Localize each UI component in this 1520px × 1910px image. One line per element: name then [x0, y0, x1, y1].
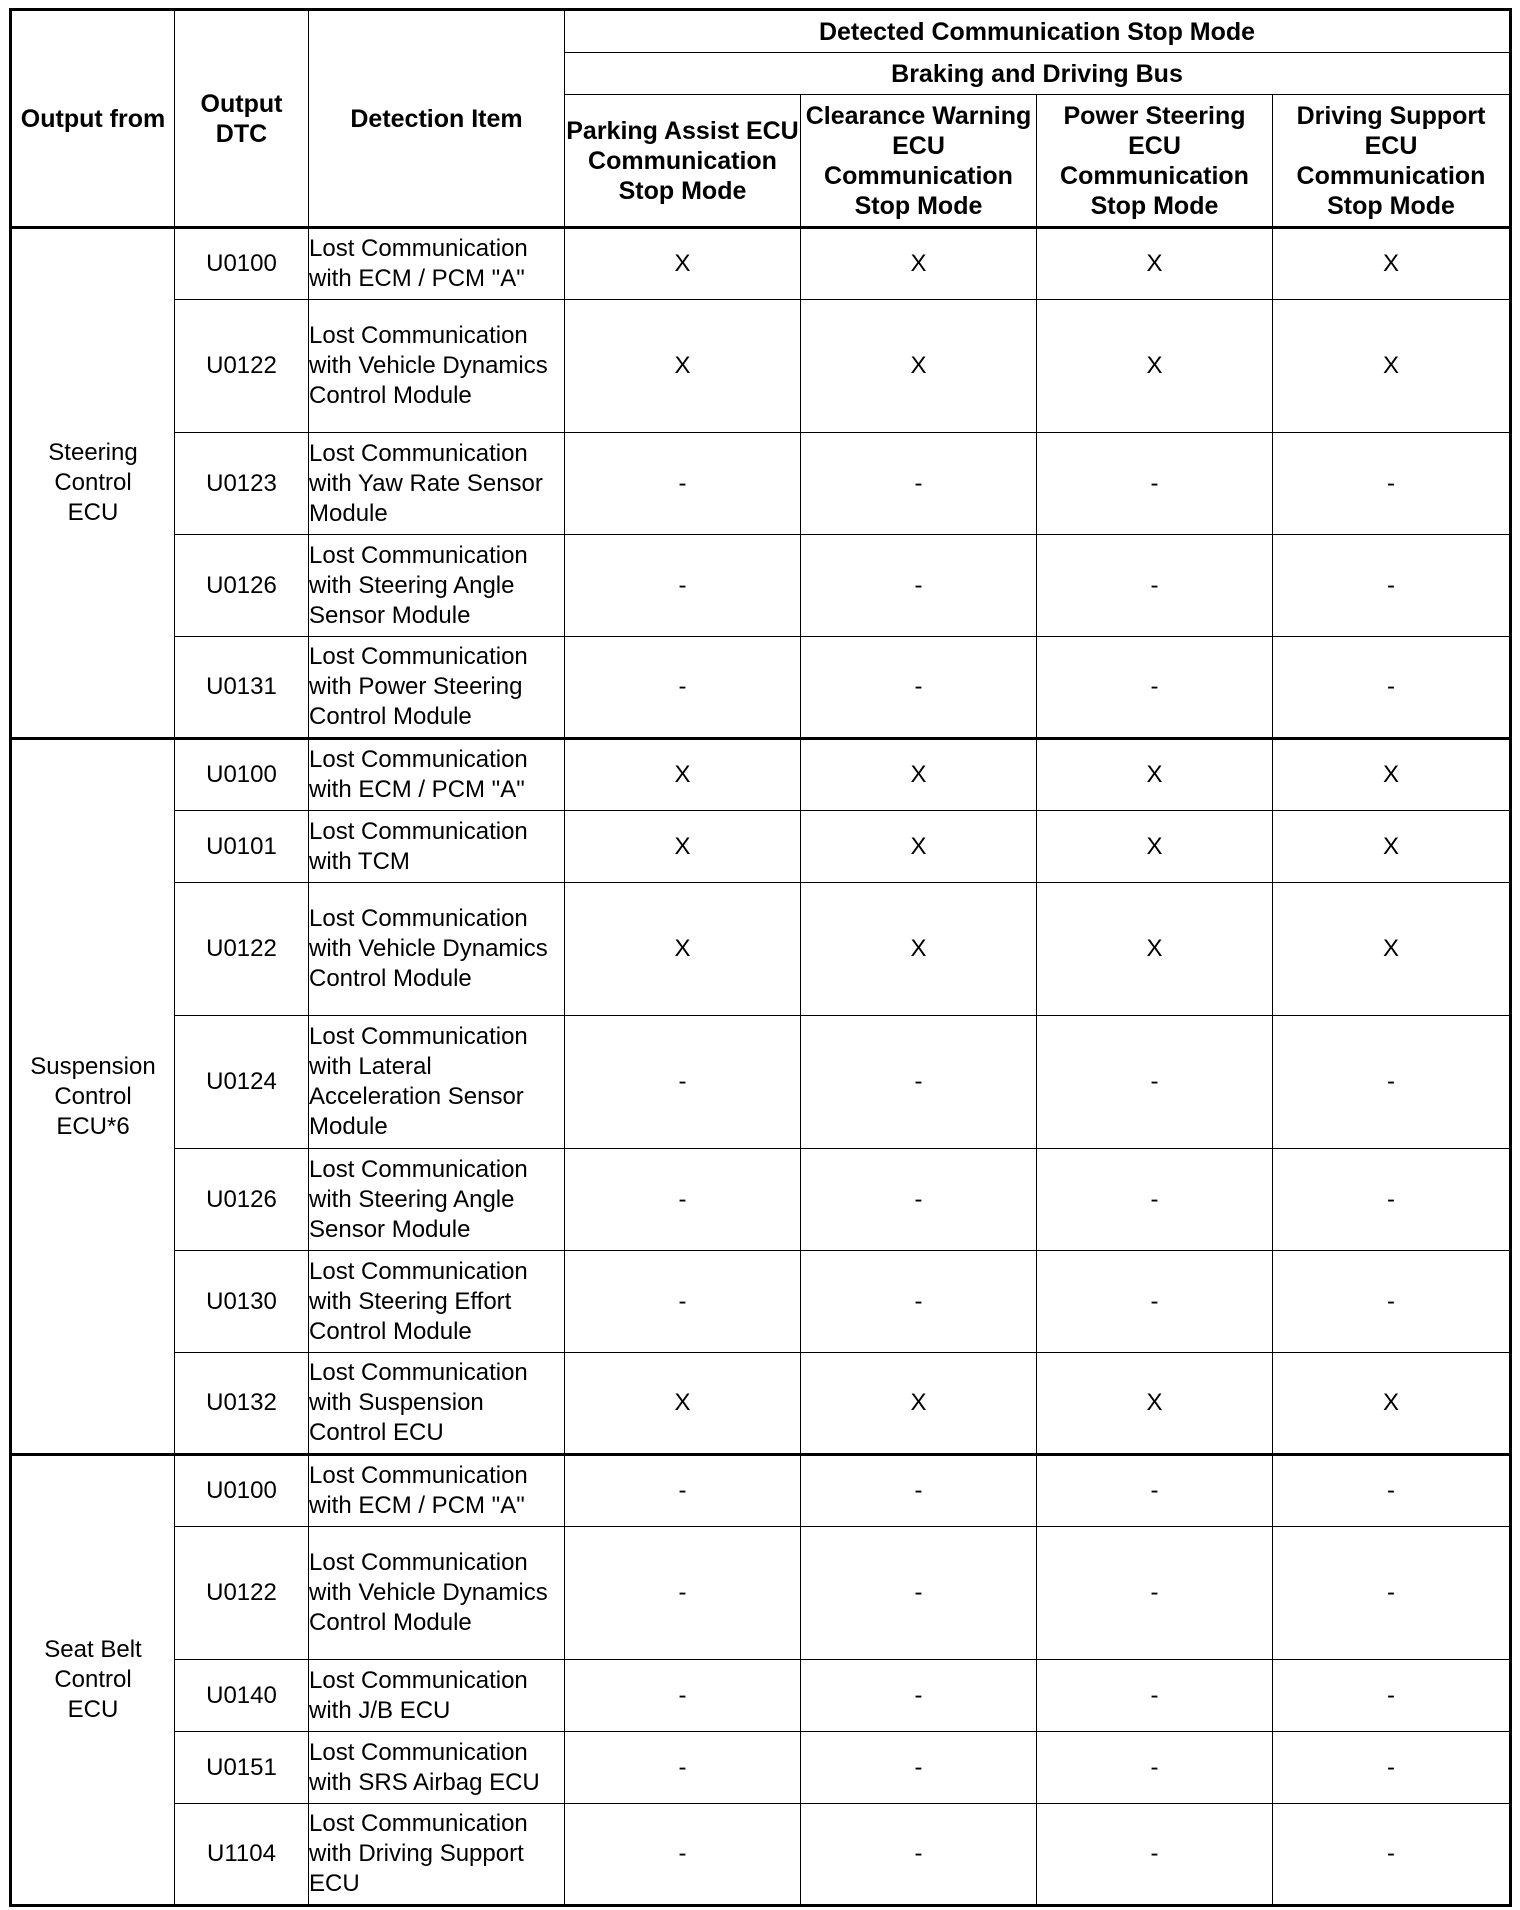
mark-parking-assist: X — [565, 228, 801, 300]
header-mode-parking-assist: Parking Assist ECU Communication Stop Mode — [565, 95, 801, 228]
header-detection-item: Detection Item — [309, 10, 565, 228]
mark-driving-support: - — [1273, 1660, 1511, 1732]
mark-clearance-warning: X — [801, 739, 1037, 811]
table-row — [11, 1527, 1511, 1660]
mark-power-steering: - — [1037, 535, 1273, 637]
mark-clearance-warning: X — [801, 228, 1037, 300]
detection-item-cell: Lost Communication with Vehicle Dynamics Control Module — [309, 1527, 565, 1660]
table-row — [11, 535, 1511, 637]
dtc-code-cell: U0140 — [175, 1660, 309, 1732]
mark-parking-assist: X — [565, 1353, 801, 1455]
table-row — [11, 228, 1511, 300]
table-row — [11, 300, 1511, 433]
dtc-code-cell: U0100 — [175, 1455, 309, 1527]
mark-power-steering: X — [1037, 1353, 1273, 1455]
table-row — [11, 637, 1511, 739]
detection-item-cell: Lost Communication with TCM — [309, 811, 565, 883]
header-mode-power-steering: Power Steering ECU Communication Stop Mode — [1037, 95, 1273, 228]
mark-driving-support: X — [1273, 811, 1511, 883]
mark-parking-assist: - — [565, 535, 801, 637]
detection-item-cell: Lost Communication with Lateral Acceleration Sensor Module — [309, 1016, 565, 1149]
detection-item-cell: Lost Communication with Steering Angle Sensor Module — [309, 535, 565, 637]
mark-power-steering: X — [1037, 300, 1273, 433]
mark-driving-support: - — [1273, 1149, 1511, 1251]
mark-clearance-warning: X — [801, 811, 1037, 883]
dtc-code-cell: U1104 — [175, 1804, 309, 1906]
mark-driving-support: - — [1273, 637, 1511, 739]
dtc-code-cell: U0151 — [175, 1732, 309, 1804]
dtc-code-cell: U0122 — [175, 300, 309, 433]
mark-clearance-warning: - — [801, 535, 1037, 637]
mark-clearance-warning: - — [801, 1660, 1037, 1732]
mark-power-steering: - — [1037, 1251, 1273, 1353]
mark-clearance-warning: - — [801, 1732, 1037, 1804]
mark-parking-assist: - — [565, 1149, 801, 1251]
header-bus: Braking and Driving Bus — [565, 53, 1511, 95]
mark-power-steering: X — [1037, 811, 1273, 883]
detection-item-cell: Lost Communication with Suspension Control ECU — [309, 1353, 565, 1455]
dtc-code-cell: U0132 — [175, 1353, 309, 1455]
header-mode-driving-support: Driving Support ECU Communication Stop Mode — [1273, 95, 1511, 228]
dtc-code-cell: U0126 — [175, 1149, 309, 1251]
mark-parking-assist: - — [565, 1251, 801, 1353]
mark-driving-support: X — [1273, 1353, 1511, 1455]
mark-power-steering: - — [1037, 637, 1273, 739]
table-row — [11, 811, 1511, 883]
output-from-label: Seat Belt Control ECU — [44, 1636, 142, 1723]
dtc-code-cell: U0131 — [175, 637, 309, 739]
table-row — [11, 1660, 1511, 1732]
table-row — [11, 739, 1511, 811]
dtc-table-container — [9, 8, 1509, 1907]
dtc-code-cell: U0126 — [175, 535, 309, 637]
mark-parking-assist: - — [565, 1804, 801, 1906]
mark-parking-assist: - — [565, 637, 801, 739]
mark-power-steering: X — [1037, 883, 1273, 1016]
detection-item-cell: Lost Communication with Yaw Rate Sensor Module — [309, 433, 565, 535]
output-from-cell — [11, 739, 175, 1455]
mark-driving-support: - — [1273, 1455, 1511, 1527]
mark-power-steering: - — [1037, 1455, 1273, 1527]
table-row — [11, 1455, 1511, 1527]
dtc-code-cell: U0124 — [175, 1016, 309, 1149]
mark-clearance-warning: - — [801, 1016, 1037, 1149]
mark-driving-support: - — [1273, 535, 1511, 637]
mark-clearance-warning: - — [801, 637, 1037, 739]
dtc-code-cell: U0123 — [175, 433, 309, 535]
header-output-from: Output from — [11, 10, 175, 228]
table-row — [11, 1251, 1511, 1353]
mark-clearance-warning: X — [801, 883, 1037, 1016]
mark-parking-assist: - — [565, 433, 801, 535]
mark-driving-support: - — [1273, 1804, 1511, 1906]
mark-power-steering: - — [1037, 1732, 1273, 1804]
mark-power-steering: - — [1037, 1149, 1273, 1251]
detection-item-cell: Lost Communication with Vehicle Dynamics Control Module — [309, 883, 565, 1016]
mark-power-steering: - — [1037, 1660, 1273, 1732]
mark-clearance-warning: - — [801, 1251, 1037, 1353]
dtc-code-cell: U0100 — [175, 228, 309, 300]
output-from-label: Steering Control ECU — [48, 439, 138, 526]
mark-parking-assist: - — [565, 1455, 801, 1527]
detection-item-cell: Lost Communication with ECM / PCM "A" — [309, 228, 565, 300]
mark-clearance-warning: - — [801, 1527, 1037, 1660]
output-from-cell — [11, 228, 175, 739]
mark-driving-support: X — [1273, 739, 1511, 811]
header-mode-group: Detected Communication Stop Mode — [565, 10, 1511, 53]
dtc-code-cell: U0122 — [175, 883, 309, 1016]
table-row — [11, 433, 1511, 535]
detection-item-cell: Lost Communication with Power Steering Control Module — [309, 637, 565, 739]
mark-parking-assist: - — [565, 1527, 801, 1660]
detection-item-cell: Lost Communication with Steering Effort Control Module — [309, 1251, 565, 1353]
communication-stop-mode-table — [9, 8, 1512, 1907]
dtc-code-cell: U0101 — [175, 811, 309, 883]
mark-driving-support: - — [1273, 1251, 1511, 1353]
mark-clearance-warning: - — [801, 1149, 1037, 1251]
detection-item-cell: Lost Communication with ECM / PCM "A" — [309, 1455, 565, 1527]
mark-driving-support: X — [1273, 300, 1511, 433]
mark-driving-support: X — [1273, 228, 1511, 300]
header-mode-clearance-warning: Clearance Warning ECU Communication Stop Mode — [801, 95, 1037, 228]
table-row — [11, 1732, 1511, 1804]
mark-clearance-warning: - — [801, 433, 1037, 535]
table-header — [11, 10, 1511, 228]
table-row — [11, 1016, 1511, 1149]
table-row — [11, 1149, 1511, 1251]
dtc-code-cell: U0130 — [175, 1251, 309, 1353]
header-output-dtc-label: Output DTC — [200, 89, 283, 148]
mark-parking-assist: - — [565, 1660, 801, 1732]
detection-item-cell: Lost Communication with SRS Airbag ECU — [309, 1732, 565, 1804]
mark-parking-assist: X — [565, 739, 801, 811]
dtc-code-cell: U0100 — [175, 739, 309, 811]
header-output-dtc — [175, 10, 309, 228]
detection-item-cell: Lost Communication with Steering Angle Sensor Module — [309, 1149, 565, 1251]
dtc-code-cell: U0122 — [175, 1527, 309, 1660]
mark-power-steering: - — [1037, 433, 1273, 535]
detection-item-cell: Lost Communication with Driving Support ECU — [309, 1804, 565, 1906]
mark-parking-assist: X — [565, 883, 801, 1016]
mark-driving-support: X — [1273, 883, 1511, 1016]
mark-driving-support: - — [1273, 1732, 1511, 1804]
mark-power-steering: - — [1037, 1016, 1273, 1149]
detection-item-cell: Lost Communication with Vehicle Dynamics Control Module — [309, 300, 565, 433]
mark-driving-support: - — [1273, 1527, 1511, 1660]
table-body — [11, 228, 1511, 1906]
mark-clearance-warning: X — [801, 300, 1037, 433]
table-row — [11, 1353, 1511, 1455]
mark-clearance-warning: X — [801, 1353, 1037, 1455]
detection-item-cell: Lost Communication with ECM / PCM "A" — [309, 739, 565, 811]
mark-power-steering: - — [1037, 1804, 1273, 1906]
mark-clearance-warning: - — [801, 1804, 1037, 1906]
mark-power-steering: - — [1037, 1527, 1273, 1660]
table-row — [11, 1804, 1511, 1906]
output-from-label: Suspension Control ECU*6 — [30, 1052, 156, 1140]
mark-driving-support: - — [1273, 433, 1511, 535]
output-from-cell — [11, 1455, 175, 1906]
detection-item-cell: Lost Communication with J/B ECU — [309, 1660, 565, 1732]
mark-parking-assist: - — [565, 1016, 801, 1149]
mark-power-steering: X — [1037, 228, 1273, 300]
mark-parking-assist: X — [565, 300, 801, 433]
mark-parking-assist: - — [565, 1732, 801, 1804]
mark-parking-assist: X — [565, 811, 801, 883]
mark-clearance-warning: - — [801, 1455, 1037, 1527]
table-row — [11, 883, 1511, 1016]
mark-power-steering: X — [1037, 739, 1273, 811]
mark-driving-support: - — [1273, 1016, 1511, 1149]
